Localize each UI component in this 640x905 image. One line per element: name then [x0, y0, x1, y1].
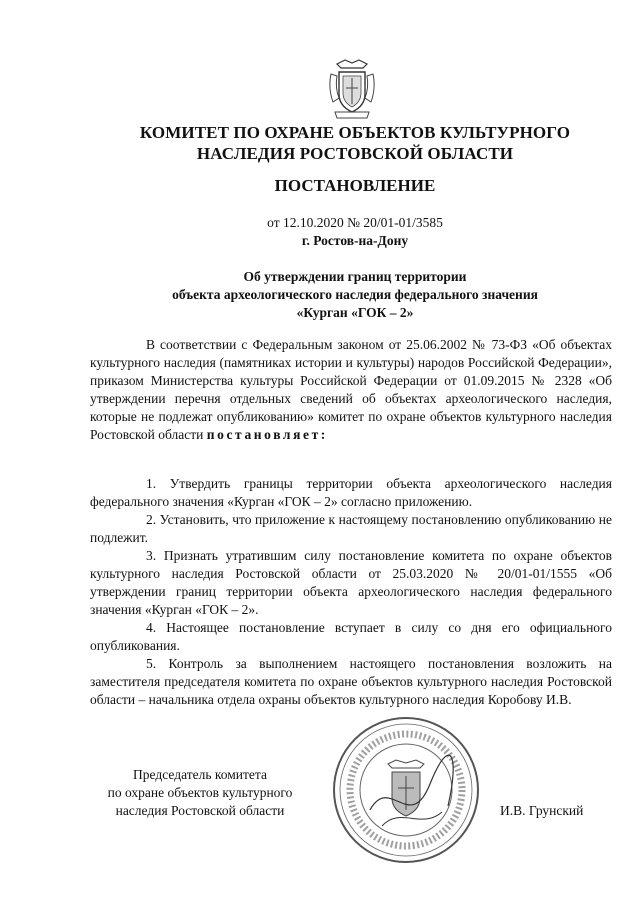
subject-line1: Об утверждении границ территории	[243, 269, 467, 284]
signatory-title-line2: по охране объектов культурного	[107, 785, 293, 800]
official-seal	[330, 714, 482, 866]
resolution-item-1: 1. Утвердить границы территории объекта археологического наследия федерального значения «Курган «ГОК – 2» согласно приложению.	[90, 476, 612, 509]
signatory-title-line1: Председатель комитета	[133, 767, 267, 782]
resolution-item-2: 2. Установить, что приложение к настоящему постановлению опубликованию не подлежит.	[90, 512, 612, 545]
resolution-item-4: 4. Настоящее постановление вступает в силу со дня его официального опубликования.	[90, 620, 612, 653]
coat-of-arms-emblem	[327, 58, 377, 120]
signatory-title-line3: наследия Ростовской области	[115, 803, 285, 818]
document-type-title: ПОСТАНОВЛЕНИЕ	[274, 176, 436, 195]
organization-name-line2: НАСЛЕДИЯ РОСТОВСКОЙ ОБЛАСТИ	[196, 144, 514, 163]
document-subject	[120, 268, 590, 322]
subject-line2: объекта археологического наследия федерального значения	[172, 287, 538, 302]
organization-name-line1: КОМИТЕТ ПО ОХРАНЕ ОБЪЕКТОВ КУЛЬТУРНОГО	[139, 123, 571, 142]
document-date-number: от 12.10.2020 № 20/01-01/3585	[267, 215, 443, 230]
subject-line3: «Курган «ГОК – 2»	[296, 305, 414, 320]
resolution-item-3: 3. Признать утратившим силу постановление комитета по охране объектов культурного наследия Ростовской области от 25.03.2020 № 20/01-01/1555 «Об утверждении границ территории объекта археологического наследия федерального значения «Курган «ГОК – 2».	[90, 548, 612, 617]
preamble-paragraph	[90, 336, 612, 444]
document-city: г. Ростов-на-Дону	[301, 233, 409, 248]
decree-word: постановляет:	[206, 427, 328, 442]
signatory-name: И.В. Грунский	[500, 803, 584, 818]
resolution-item-5: 5. Контроль за выполнением настоящего постановления возложить на заместителя председателя комитета по охране объектов культурного наследия Ростовской области – начальника отдела охраны объектов культурного наследия Коробову И.В.	[90, 656, 612, 707]
signatory-title	[70, 766, 330, 820]
organization-name	[120, 122, 590, 164]
resolution-items	[90, 475, 612, 709]
preamble-text: В соответствии с Федеральным законом от 25.06.2002 № 73-ФЗ «Об объектах культурного наследия (памятниках истории и культуры) народов Российской Федерации», приказом Министерства культуры Российской Федерации от 01.09.2015 № 2328 «Об утверждении перечня отдельных сведений об объектах археологического наследия, которые не подлежат опубликованию» комитет по охране объектов культурного наследия Ростовской области	[90, 337, 612, 442]
